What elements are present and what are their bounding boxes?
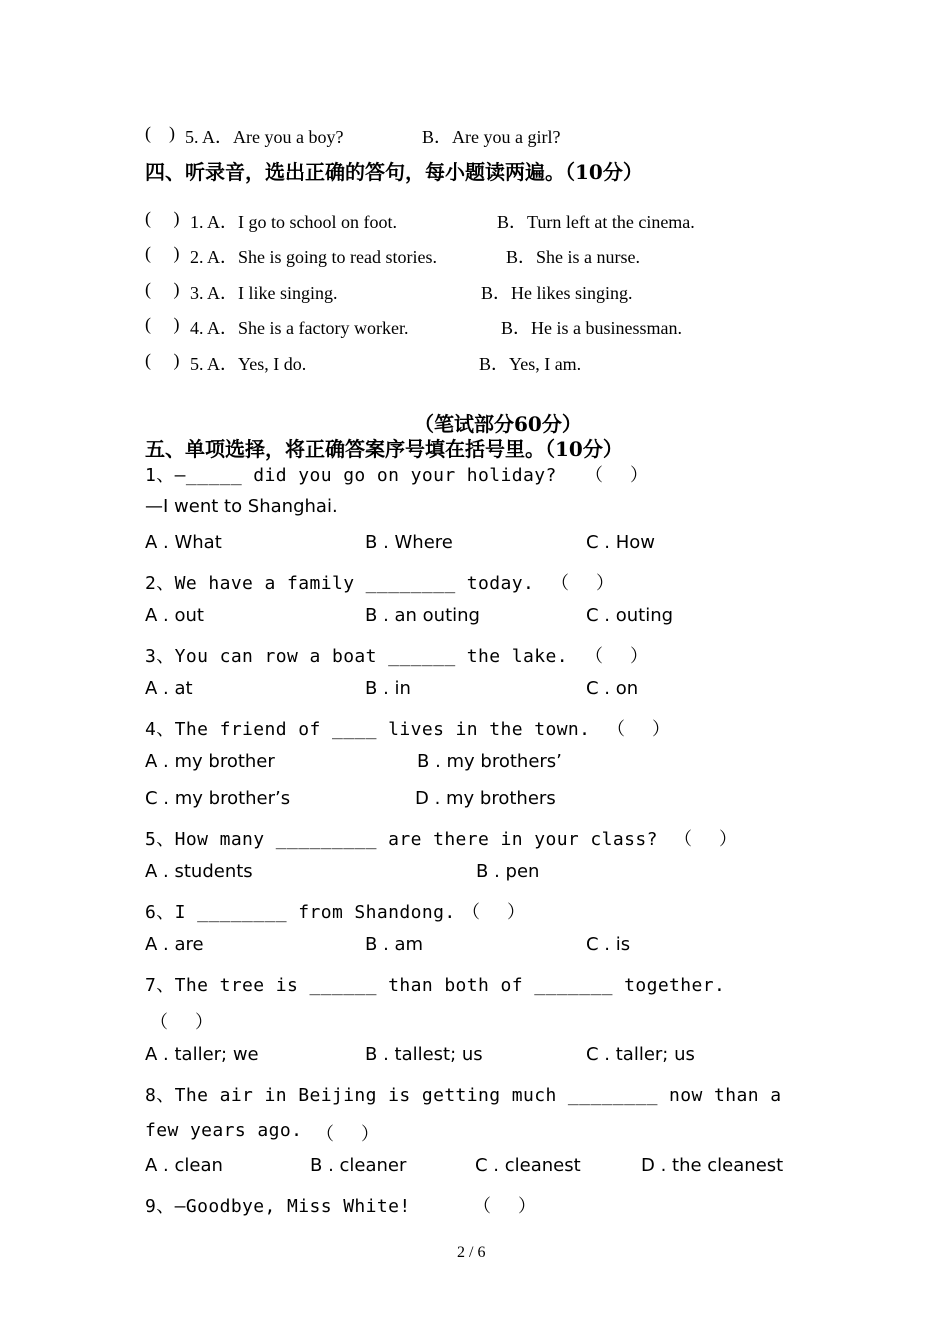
option-c: C . cleanest — [475, 1155, 581, 1176]
option-b: B . tallest; us — [365, 1044, 483, 1065]
option-a: 3. A．I like singing. — [190, 283, 338, 303]
option-b: B．She is a nurse. — [506, 247, 640, 267]
question-stem: 2、We have a family ________ today. — [145, 573, 535, 594]
answer-paren[interactable]: （ ） — [551, 573, 614, 593]
option-d: D . my brothers — [415, 788, 556, 809]
option-c: C . is — [586, 934, 631, 955]
answer-paren[interactable]: ( ) — [145, 279, 180, 299]
answer-paren[interactable]: ( ) — [145, 243, 180, 263]
option-b: B . cleaner — [310, 1155, 407, 1176]
option-a: 5. A．Are you a boy? — [185, 127, 344, 147]
question-stem-continued: few years ago. — [145, 1120, 303, 1141]
question-stem: 6、I ________ from Shandong. — [145, 902, 456, 923]
option-a: A . What — [145, 532, 222, 553]
question-response: —I went to Shanghai. — [145, 496, 338, 517]
option-a: 2. A．She is going to read stories. — [190, 247, 437, 267]
written-part-heading: （笔试部分60分） — [414, 412, 582, 436]
option-b: B . Where — [365, 532, 453, 553]
option-b: B．Turn left at the cinema. — [497, 212, 695, 232]
option-a: A . clean — [145, 1155, 223, 1176]
option-a: A . at — [145, 678, 193, 699]
option-a: 4. A．She is a factory worker. — [190, 318, 409, 338]
answer-paren[interactable]: （ ） — [674, 829, 737, 849]
question-stem: 7、The tree is ______ than both of _______ together. — [145, 975, 726, 996]
question-stem: 1、—_____ did you go on your holiday? — [145, 465, 557, 486]
option-c: C . outing — [586, 605, 674, 626]
answer-paren[interactable]: （ ） — [316, 1124, 379, 1144]
question-stem: 5、How many _________ are there in your class? — [145, 829, 658, 850]
option-a: 5. A．Yes, I do. — [190, 354, 307, 374]
option-c: C . How — [586, 532, 656, 553]
answer-paren[interactable]: （ ） — [585, 646, 648, 666]
answer-paren[interactable]: （ ） — [462, 902, 525, 922]
option-b: B．Yes, I am. — [479, 354, 582, 374]
option-b: B . pen — [476, 861, 540, 882]
option-b: B . am — [365, 934, 424, 955]
option-b: B . in — [365, 678, 411, 699]
option-c: C . on — [586, 678, 639, 699]
answer-paren[interactable]: （ ） — [150, 1012, 213, 1032]
question-stem: 3、You can row a boat ______ the lake. — [145, 646, 568, 667]
option-b: B．Are you a girl? — [422, 127, 561, 147]
option-a: 1. A．I go to school on foot. — [190, 212, 397, 232]
answer-paren[interactable]: ( ) — [145, 208, 180, 228]
question-stem: 4、The friend of ____ lives in the town. — [145, 719, 591, 740]
question-stem: 9、—Goodbye, Miss White! — [145, 1196, 411, 1217]
option-c: C . taller; us — [586, 1044, 695, 1065]
option-a: A . are — [145, 934, 204, 955]
option-b: B．He is a businessman. — [501, 318, 682, 338]
option-a: A . my brother — [145, 751, 275, 772]
answer-paren[interactable]: （ ） — [473, 1196, 536, 1216]
option-a: A . students — [145, 861, 253, 882]
answer-paren[interactable]: （ ） — [585, 465, 648, 485]
answer-paren[interactable]: ( ) — [145, 350, 180, 370]
question-stem: 8、The air in Beijing is getting much ________ now than a — [145, 1085, 782, 1106]
answer-paren[interactable]: ( ) — [145, 123, 175, 143]
section4-title: 四、听录音，选出正确的答句，每小题读两遍。（10分） — [145, 160, 643, 184]
option-c: C . my brother’s — [145, 788, 291, 809]
option-b: B . my brothers’ — [417, 751, 562, 772]
answer-paren[interactable]: （ ） — [607, 719, 670, 739]
section5-title: 五、单项选择，将正确答案序号填在括号里。（10分） — [145, 437, 623, 461]
option-a: A . taller; we — [145, 1044, 259, 1065]
option-a: A . out — [145, 605, 204, 626]
page-number: 2 / 6 — [457, 1244, 486, 1261]
option-d: D . the cleanest — [641, 1155, 784, 1176]
option-b: B．He likes singing. — [481, 283, 633, 303]
answer-paren[interactable]: ( ) — [145, 314, 180, 334]
option-b: B . an outing — [365, 605, 480, 626]
